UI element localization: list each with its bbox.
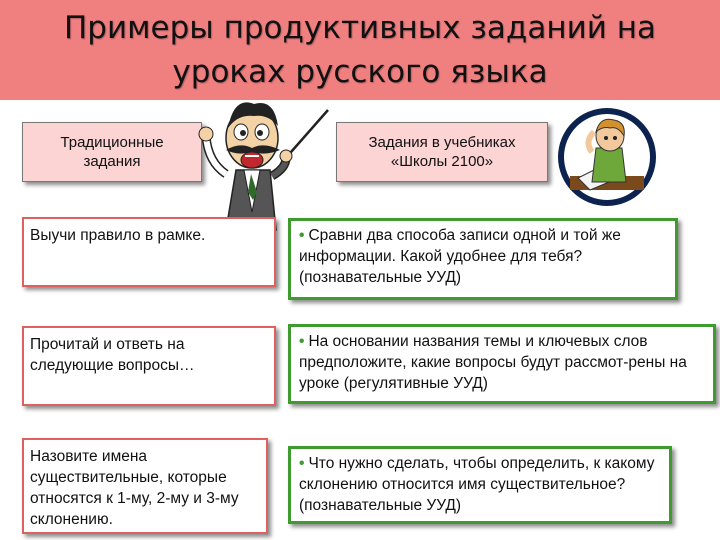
school2100-task-text: Сравни два способа записи одной и той же информации. Какой удобнее для тебя? (познавательные УУД) — [299, 227, 621, 286]
bullet-icon: • — [299, 227, 305, 244]
school2100-header — [336, 122, 548, 182]
title-line-1: Примеры продуктивных заданий на — [63, 10, 657, 46]
school2100-task-2 — [288, 324, 716, 404]
traditional-task-1 — [22, 217, 276, 287]
traditional-task-3 — [22, 438, 268, 534]
school2100-task-text: На основании названия темы и ключевых слов предположите, какие вопросы будут рассмот-рены на уроке (регулятивные УУД) — [299, 333, 687, 392]
school2100-task-1 — [288, 218, 678, 300]
school2100-header-label: Задания в учебниках «Школы 2100» — [368, 134, 516, 170]
traditional-header — [22, 122, 202, 182]
teacher-illustration — [196, 92, 336, 232]
traditional-task-2 — [22, 326, 276, 406]
school2100-task-3 — [288, 446, 672, 524]
bullet-icon: • — [299, 455, 305, 472]
traditional-task-text: Прочитай и ответь на следующие вопросы… — [30, 336, 195, 374]
traditional-header-label: Традиционные задания — [60, 134, 164, 170]
title-line-2: уроках русского языка — [172, 54, 548, 90]
student-illustration — [556, 106, 658, 208]
slide-title — [10, 6, 710, 94]
school2100-task-text: Что нужно сделать, чтобы определить, к какому склонению относится имя существительное? (познавательные УУД) — [299, 455, 655, 514]
traditional-task-text: Выучи правило в рамке. — [30, 227, 206, 244]
traditional-task-text: Назовите имена существительные, которые относятся к 1-му, 2-му и 3-му склонению. — [30, 448, 239, 528]
bullet-icon: • — [299, 333, 305, 350]
